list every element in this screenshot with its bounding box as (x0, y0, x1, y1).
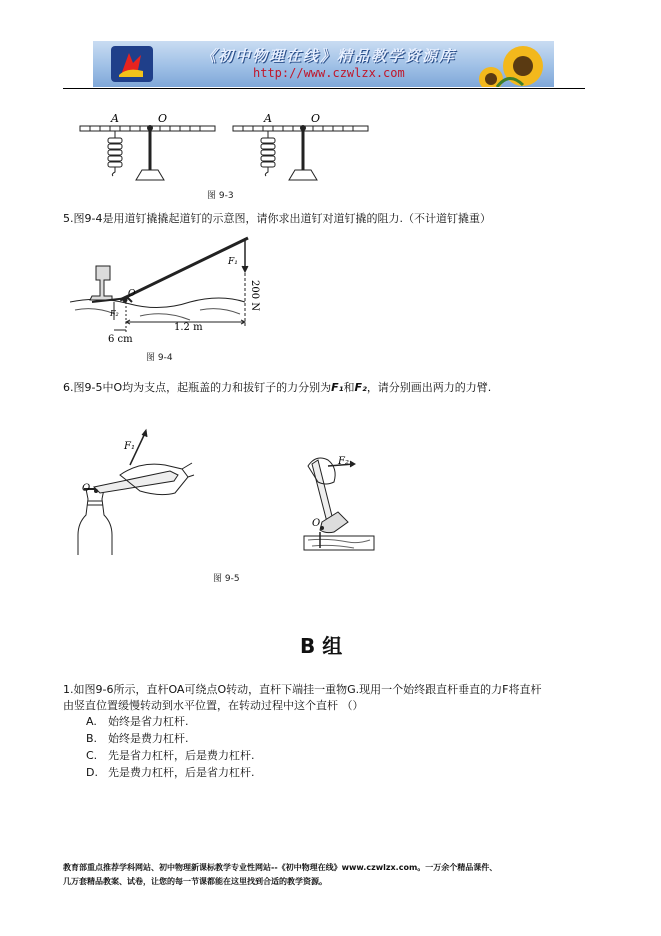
symbol-f2: F₂ (354, 381, 367, 394)
option-b[interactable] (86, 731, 189, 747)
label-a-right: A (264, 112, 272, 125)
pivot (301, 126, 306, 131)
option-d[interactable] (86, 765, 255, 781)
option-a[interactable] (86, 714, 189, 730)
question-6-intro: 6.图9-5中O均为支点，起瓶盖的力和拔钉子的力分别为 (63, 381, 332, 394)
label-a-left: A (111, 112, 119, 125)
header-banner (93, 41, 554, 87)
lever-diagram-left (80, 126, 215, 181)
figure-9-5-claw-hammer (298, 452, 378, 552)
question-6-text (63, 380, 491, 396)
crowbar-handle (120, 238, 248, 300)
symbol-f1: F₁ (331, 381, 344, 394)
label-o-left: O (82, 483, 91, 494)
header-divider (63, 88, 585, 89)
support-base (289, 170, 317, 180)
opener (94, 471, 178, 493)
pivot (94, 489, 98, 493)
hammer-head (320, 512, 348, 533)
option-letter: D. (86, 766, 98, 779)
label-long-arm: 1.2 m (174, 322, 203, 333)
label-f1: F₁ (228, 257, 238, 267)
label-f2: F₂ (338, 456, 349, 467)
support-base (136, 170, 164, 180)
label-o-right: O (312, 518, 321, 529)
option-letter: A. (86, 715, 97, 728)
label-force-value: 200 N (249, 280, 260, 312)
pivot (148, 126, 153, 131)
option-text: 先是费力杠杆，后是省力杠杆. (108, 766, 255, 779)
rail-profile (90, 266, 112, 300)
question-6-instruction: ，请分别画出两力的力臂. (366, 381, 492, 394)
option-letter: C. (86, 749, 98, 762)
pivot (320, 526, 324, 530)
label-f2: F₂ (110, 309, 119, 318)
option-c[interactable] (86, 748, 255, 764)
footer-line1: 教育部重点推荐学科网站、初中物理新课标教学专业性网站--《初中物理在线》www.czwlzx.com。一万余个精品课件、 (63, 863, 498, 872)
label-o-left: O (158, 112, 168, 125)
figure-9-4-caption: 图 9-4 (146, 353, 173, 363)
lever-diagram-right (233, 126, 368, 181)
label-short-arm: 6 cm (108, 334, 133, 345)
question-b1-line1: 1.如图9-6所示，直杆OA可绕点O转动，直杆下端挂一重物G.现用一个始终跟直杆垂直的力F将直杆 (63, 683, 542, 696)
option-text: 始终是省力杠杆. (108, 715, 189, 728)
option-text: 始终是费力杠杆. (108, 732, 189, 745)
label-f1: F₁ (124, 441, 135, 452)
wood-plank (304, 536, 374, 550)
figure-9-4 (70, 230, 285, 345)
weights (261, 138, 275, 176)
option-letter: B. (86, 732, 98, 745)
option-text: 先是省力杠杆，后是费力杠杆. (108, 749, 255, 762)
figure-9-3-caption: 图 9-3 (207, 191, 234, 201)
banner-title: 《初中物理在线》精品教学资源库 (201, 47, 457, 65)
question-b1-line2: 由竖直位置缓慢转动到水平位置，在转动过程中这个直杆 （） (63, 699, 364, 712)
section-b-heading: B 组 (300, 634, 343, 658)
banner-url[interactable]: http://www.czwlzx.com (253, 66, 405, 80)
bottle (78, 489, 112, 555)
footer-line2: 几万套精品教案、试卷，让您的每一节课都能在这里找到合适的教学资源。 (63, 877, 327, 886)
ground-texture (75, 309, 240, 320)
weights (108, 138, 122, 176)
pivot (123, 298, 127, 302)
figure-9-5-caption: 图 9-5 (213, 574, 240, 584)
figure-9-5-bottle-opener (70, 425, 195, 565)
question-6-conjunction: 和 (343, 381, 355, 394)
label-o: O (128, 289, 136, 299)
label-o-right: O (311, 112, 321, 125)
sunflower-decoration (479, 46, 543, 87)
question-5-text: 5.图9-4是用道钉撬撬起道钉的示意图，请你求出道钉对道钉撬的阻力.（不计道钉撬重） (63, 212, 491, 225)
